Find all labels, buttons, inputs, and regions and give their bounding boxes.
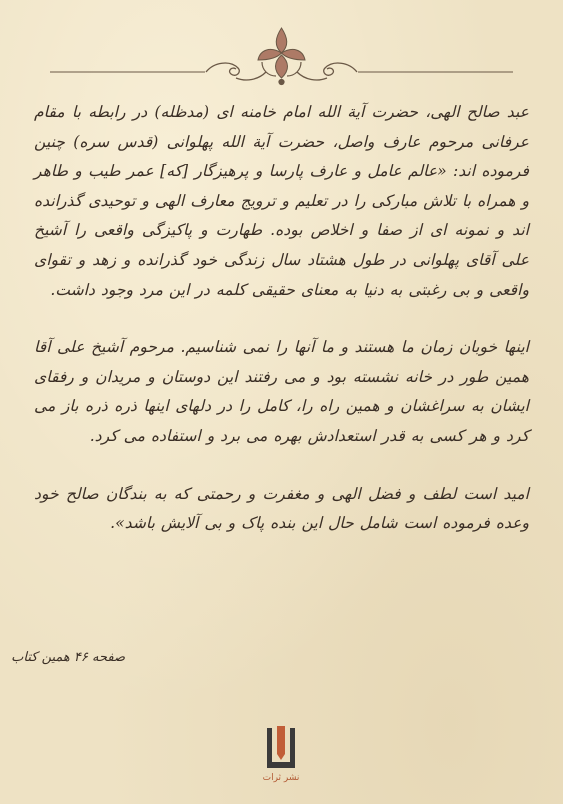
paragraph-two: اینها خوبان زمان ما هستند و ما آنها را نمی شناسیم. مرحوم آشیخ علی آقا همین طور در خانه نشسته بود و می رفتند این دوستان و مریدان و رفقای ایشان به سراغشان و همین راه را، کامل را در دلهای اینها ذره ذره باز می کرد و هر کسی به قدر استعدادش بهره می برد و استفاده می کرد. — [34, 338, 529, 445]
publisher-logo-icon — [255, 722, 307, 774]
paragraph-one: عبد صالح الهی، حضرت آیة الله امام خامنه ای (مدظله) در رابطه با مقام عرفانی مرحوم عارف واصل، حضرت آیة الله پهلوانی (قدس سره) چنین فرموده اند: «عالم عامل و عارف پارسا و پرهیزگار [که] عمر طیب و طاهر و همراه با تلاش مبارکی را در تعلیم و ترویج معارف الهی و توحیدی گذرانده اند و نمونه ای از صفا و اخلاص بوده. طهارت و پاکیزگی واقعی را آشیخ علی آقای پهلوانی در طول هشتاد سال زندگی خود گذرانده و زهد و تقوای واقعی و بی رغبتی به دنیا به معنای حقیقی کلمه در این مرد وجود داشت. — [34, 103, 529, 299]
quote-text-block — [34, 98, 529, 539]
paragraph-three: امید است لطف و فضل الهی و مغفرت و رحمتی که به بندگان صالح خود وعده فرموده است شامل حال این بنده پاک و بی آلایش باشد». — [34, 484, 529, 533]
publisher-name: نشر ثرات — [262, 773, 300, 783]
floral-ornament-icon — [0, 22, 563, 88]
source-reference: صفحه ۴۶ همین کتاب — [11, 650, 125, 665]
publisher-logo — [255, 722, 307, 786]
